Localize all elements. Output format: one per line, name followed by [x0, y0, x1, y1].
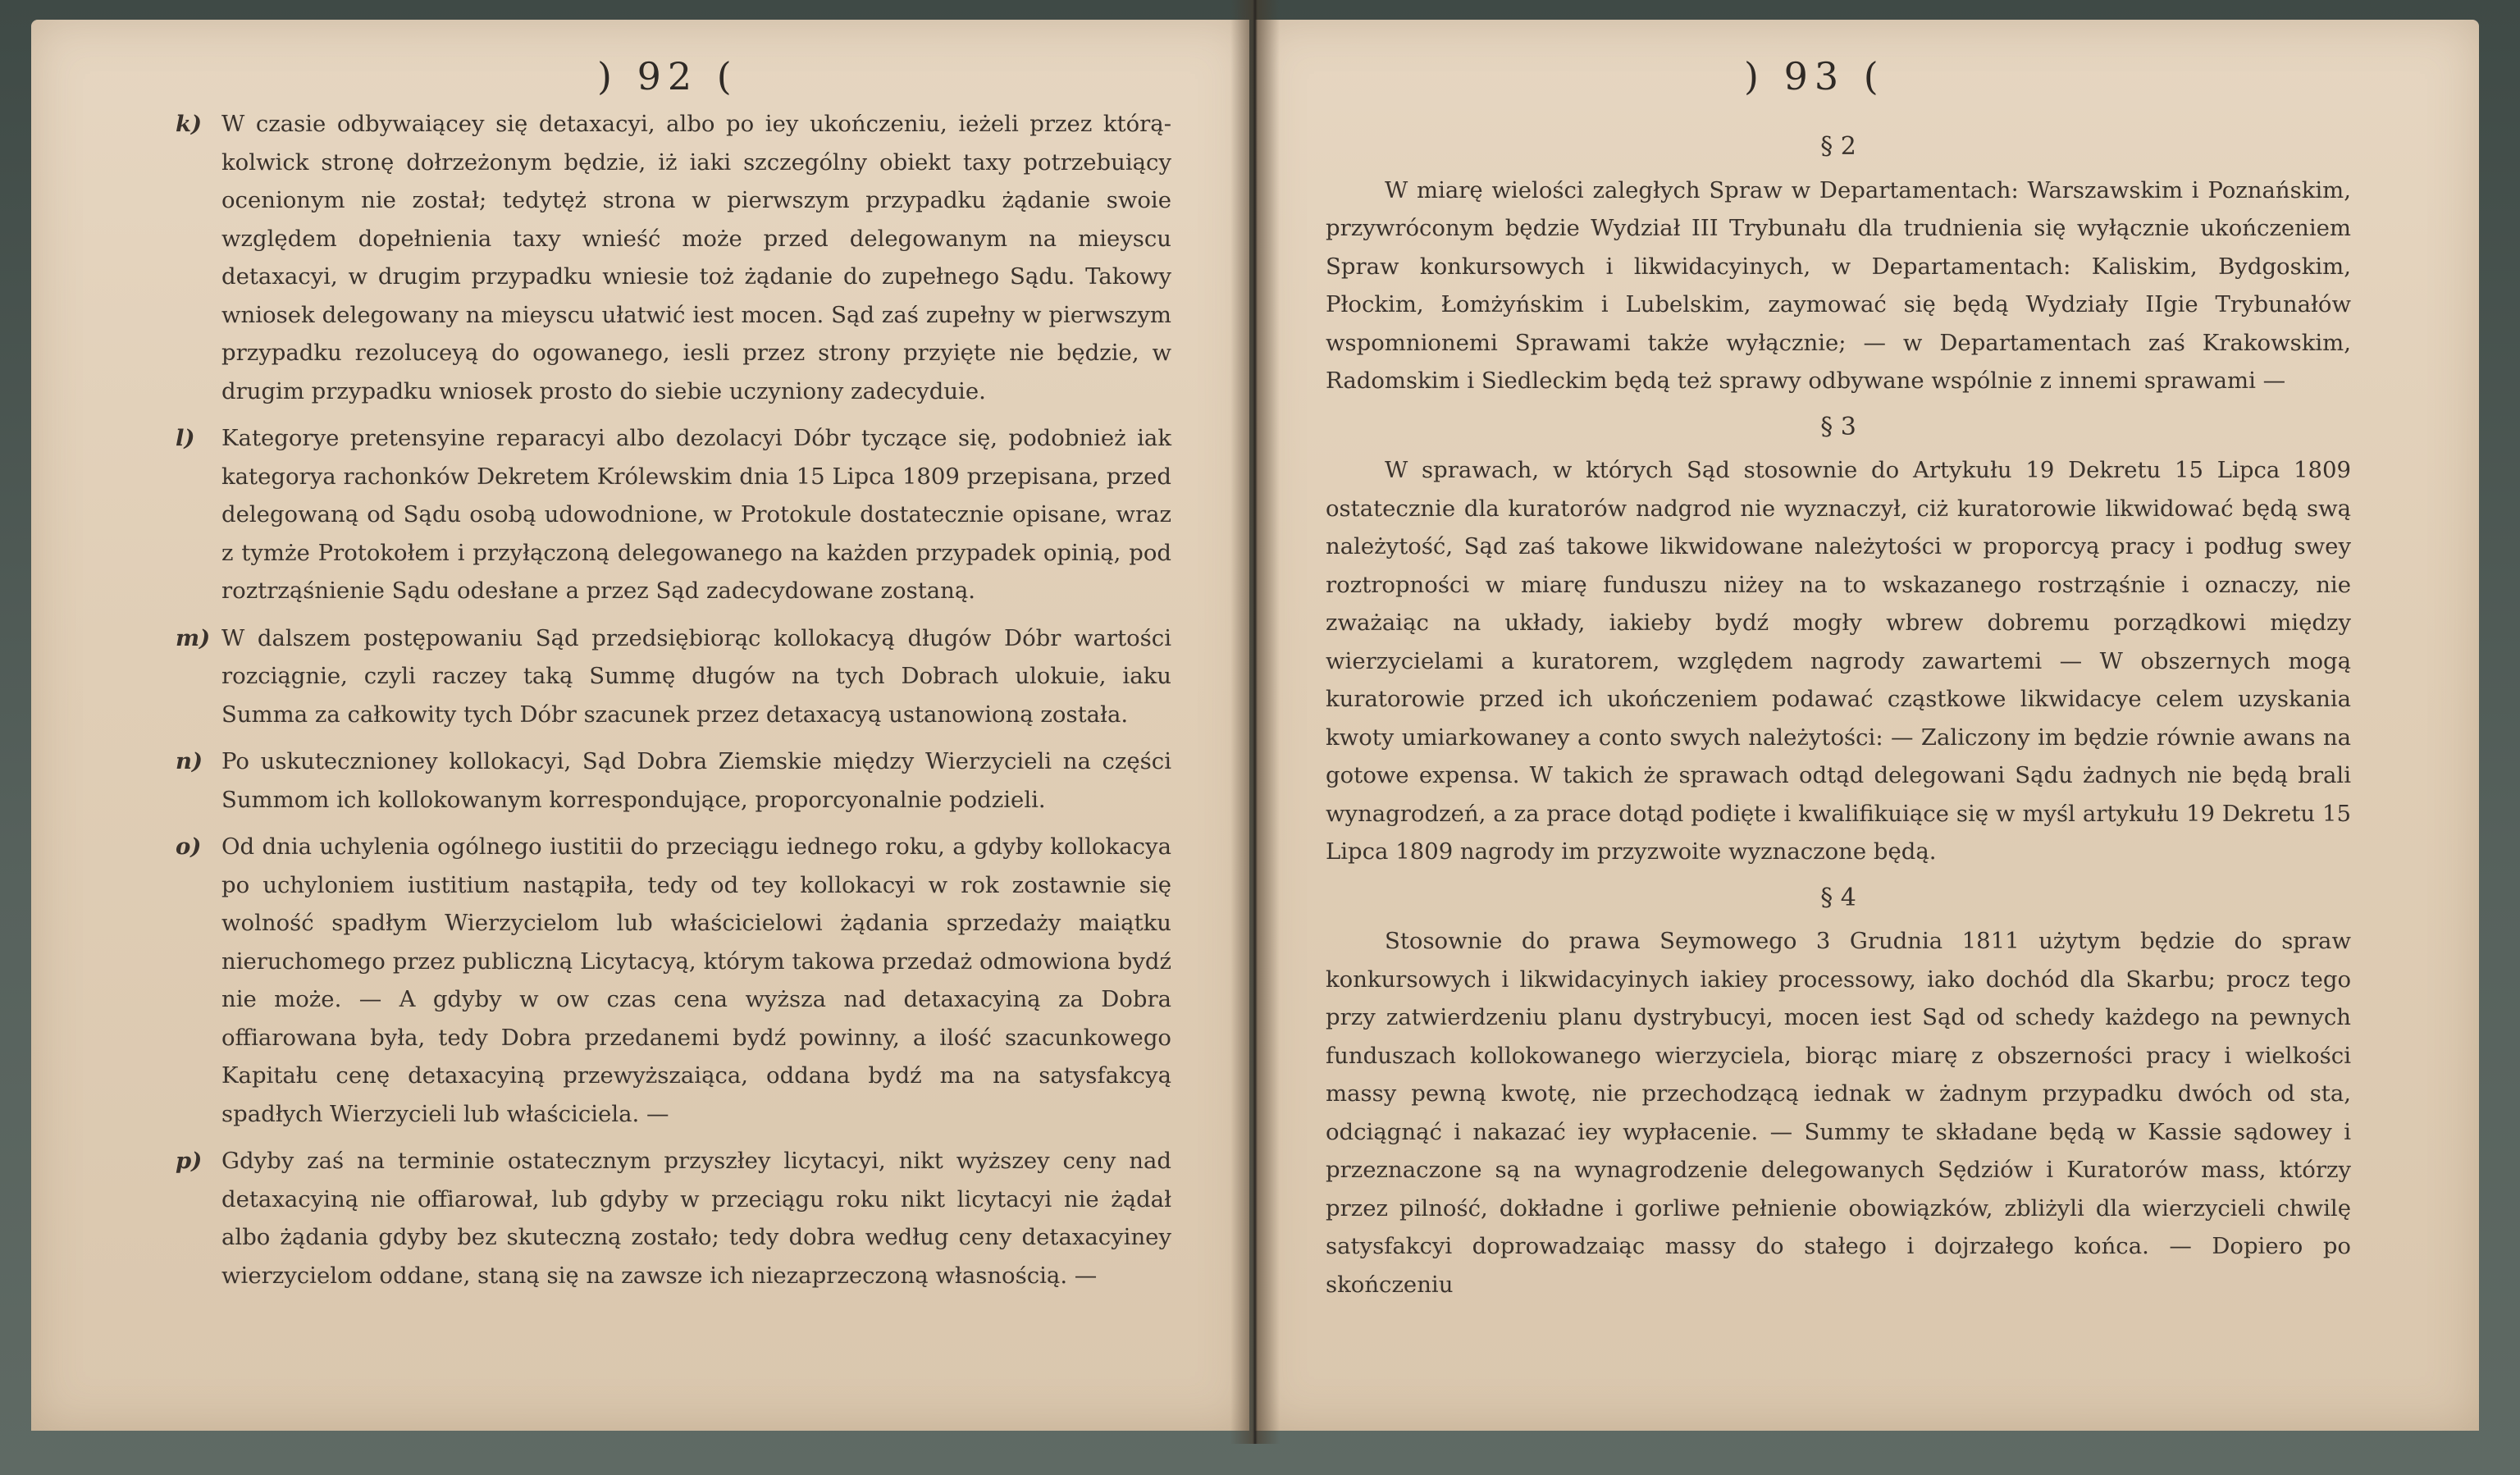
- right-page-text: [1326, 120, 2351, 1310]
- clause-marker: p): [176, 1148, 203, 1174]
- section-3: [1326, 409, 2351, 871]
- page-number-right: ) 93 (: [1744, 54, 1885, 98]
- book-gutter: [1230, 0, 1280, 1444]
- clause-k: [176, 105, 1171, 410]
- left-page: [31, 20, 1249, 1431]
- section-heading: § 2: [1820, 132, 1856, 161]
- clause-text: Gdyby zaś na terminie ostatecznym przyszłey licytacyi, nikt wyższey ceny nad detaxacyiną nie offiarował, lub gdyby w przeciągu roku nikt licytacyi nie żądał albo żądania gdyby bez skuteczną zostało; tedy dobra według ceny detaxacyiney wierzycielom oddane, staną się na zawsze ich niezaprzeczoną własnością. —: [221, 1148, 1171, 1289]
- clause-n: [176, 742, 1171, 819]
- page-number-left: ) 92 (: [597, 54, 738, 98]
- clause-marker: m): [176, 624, 211, 651]
- clause-marker: k): [176, 111, 203, 137]
- clause-marker: n): [176, 748, 203, 774]
- section-text: W sprawach, w których Sąd stosownie do Artykułu 19 Dekretu 15 Lipca 1809 ostatecznie dla kuratorów nadgrod nie wyznaczył, ciż kuratorowie likwidować będą swą należytość, Sąd zaś takowe likwidowane należytości w proporcyą pracy i podług swey roztropności w miarę funduszu niżey na to wskazanego rostrząśnie i oznaczy, nie zważaiąc na układy, iakieby bydź mogły wbrew dobremu porządkowi między wierzycielami a kuratorem, względem nagrody zawartemi — W obszernych mogą kuratorowie przed ich ukończeniem podawać cząstkowe likwidacye celem uzyskania kwoty umiarkowaney a conto swych należytości: — Zaliczony im będzie równie awans na gotowe expensa. W takich że sprawach odtąd delegowani Sądu żadnych nie będą brali wynagrodzeń, a za prace dotąd podięte i kwalifikuiące się w myśl artykułu 19 Dekretu 15 Lipca 1809 nagrody im przyzwoite wyznaczone będą.: [1326, 457, 2351, 865]
- clause-l: [176, 419, 1171, 610]
- clause-text: Kategorye pretensyine reparacyi albo dezolacyi Dóbr tyczące się, podobnież iak kategorya rachonków Dekretem Królewskim dnia 15 Lipca 1809 przepisana, przed delegowaną od Sądu osobą udowodnione, w Protokule dostatecznie opisane, wraz z tymże Protokołem i przyłączoną delegowanego na każden przypadek opinią, pod roztrząśnienie Sądu odesłane a przez Sąd zadecydowane zostaną.: [221, 425, 1171, 604]
- right-page: [1255, 20, 2479, 1431]
- clause-text: W czasie odbywaiącey się detaxacyi, albo po iey ukończeniu, ieżeli przez którą-kolwick stronę dołrzeżonym będzie, iż iaki szczególny obiekt taxy potrzebuiący ocenionym nie został; tedytęż strona w pierwszym przypadku żądanie swoie względem dopełnienia taxy wnieść może przed delegowanym na mieyscu detaxacyi, w drugim przypadku wniesie toż żądanie do zupełnego Sądu. Takowy wniosek delegowany na mieyscu ułatwić iest mocen. Sąd zaś zupełny w pierwszym przypadku rezoluceyą do ogowanego, iesli przez strony przyięte nie będzie, w drugim przypadku wniosek prosto do siebie uczyniony zadecyduie.: [221, 111, 1171, 404]
- section-text: W miarę wielości zaległych Spraw w Departamentach: Warszawskim i Poznańskim, przywróconym będzie Wydział III Trybunału dla trudnienia się wyłącznie ukończeniem Spraw konkursowych i likwidacyinych, w Departamentach: Kaliskim, Bydgoskim, Płockim, Łomżyńskim i Lubelskim, zaymować się będą Wydziały IIgie Trybunałów wspomnionemi Sprawami także wyłącznie; — w Departamentach zaś Krakowskim, Radomskim i Siedleckim będą też sprawy odbywane wspólnie z innemi sprawami —: [1326, 176, 2351, 394]
- clause-m: [176, 619, 1171, 734]
- clause-marker: l): [176, 425, 195, 451]
- clause-text: W dalszem postępowaniu Sąd przedsiębiorąc kollokacyą długów Dóbr wartości rozciągnie, czyli raczey taką Summę długów na tych Dobrach ulokuie, iaku Summa za całkowity tych Dóbr szacunek przez detaxacyą ustanowioną została.: [221, 624, 1171, 728]
- clause-text: Po uskutecznioney kollokacyi, Sąd Dobra Ziemskie między Wierzycieli na części Summom ich kollokowanym korrespondujące, proporcyonalnie podzieli.: [221, 748, 1171, 813]
- clause-marker: o): [176, 833, 202, 860]
- section-2: [1326, 128, 2351, 400]
- section-heading: § 4: [1820, 883, 1856, 912]
- left-page-text: [176, 105, 1171, 1304]
- section-text: Stosownie do prawa Seymowego 3 Grudnia 1811 użytym będzie do spraw konkursowych i likwidacyinych iakiey processowy, iako dochód dla Skarbu; procz tego przy zatwierdzeniu planu dystrybucyi, mocen iest Sąd od schedy każdego na pewnych funduszach kollokowanego wierzyciela, biorąc miarę z obszerności pracy i wielkości massy pewną kwotę, nie przechodzącą iednak w żadnym przypadku dwóch od sta, odciągnąć i nakazać iey wypłacenie. — Summy te składane będą w Kassie sądowey i przeznaczone są na wynagrodzenie delegowanych Sędziów i Kuratorów mass, którzy przez pilność, dokładne i gorliwe pełnienie obowiązków, zbliżyli dla wierzycieli chwilę satysfakcyi doprowadzaiąc massy do stałego i dojrzałego końca. — Dopiero po skończeniu: [1326, 928, 2351, 1298]
- section-4: [1326, 879, 2351, 1304]
- section-heading: § 3: [1820, 412, 1856, 441]
- clause-text: Od dnia uchylenia ogólnego iustitii do przeciągu iednego roku, a gdyby kollokacya po uchyloniem iustitium nastąpiła, tedy od tey kollokacyi w rok zostawnie się wolność spadłym Wierzycielom lub właścicielowi żądania sprzedaży maiątku nieruchomego przez publiczną Licytacyą, którym takowa przedaż odmowiona bydź nie może. — A gdyby w ow czas cena wyższa nad detaxacyiną za Dobra offiarowana była, tedy Dobra przedanemi bydź powinny, a ilość szacunkowego Kapitału cenę detaxacyiną przewyższaiąca, oddana bydź ma na satysfakcyą spadłych Wierzycieli lub właściciela. —: [221, 833, 1171, 1127]
- clause-o: [176, 828, 1171, 1133]
- clause-p: [176, 1142, 1171, 1295]
